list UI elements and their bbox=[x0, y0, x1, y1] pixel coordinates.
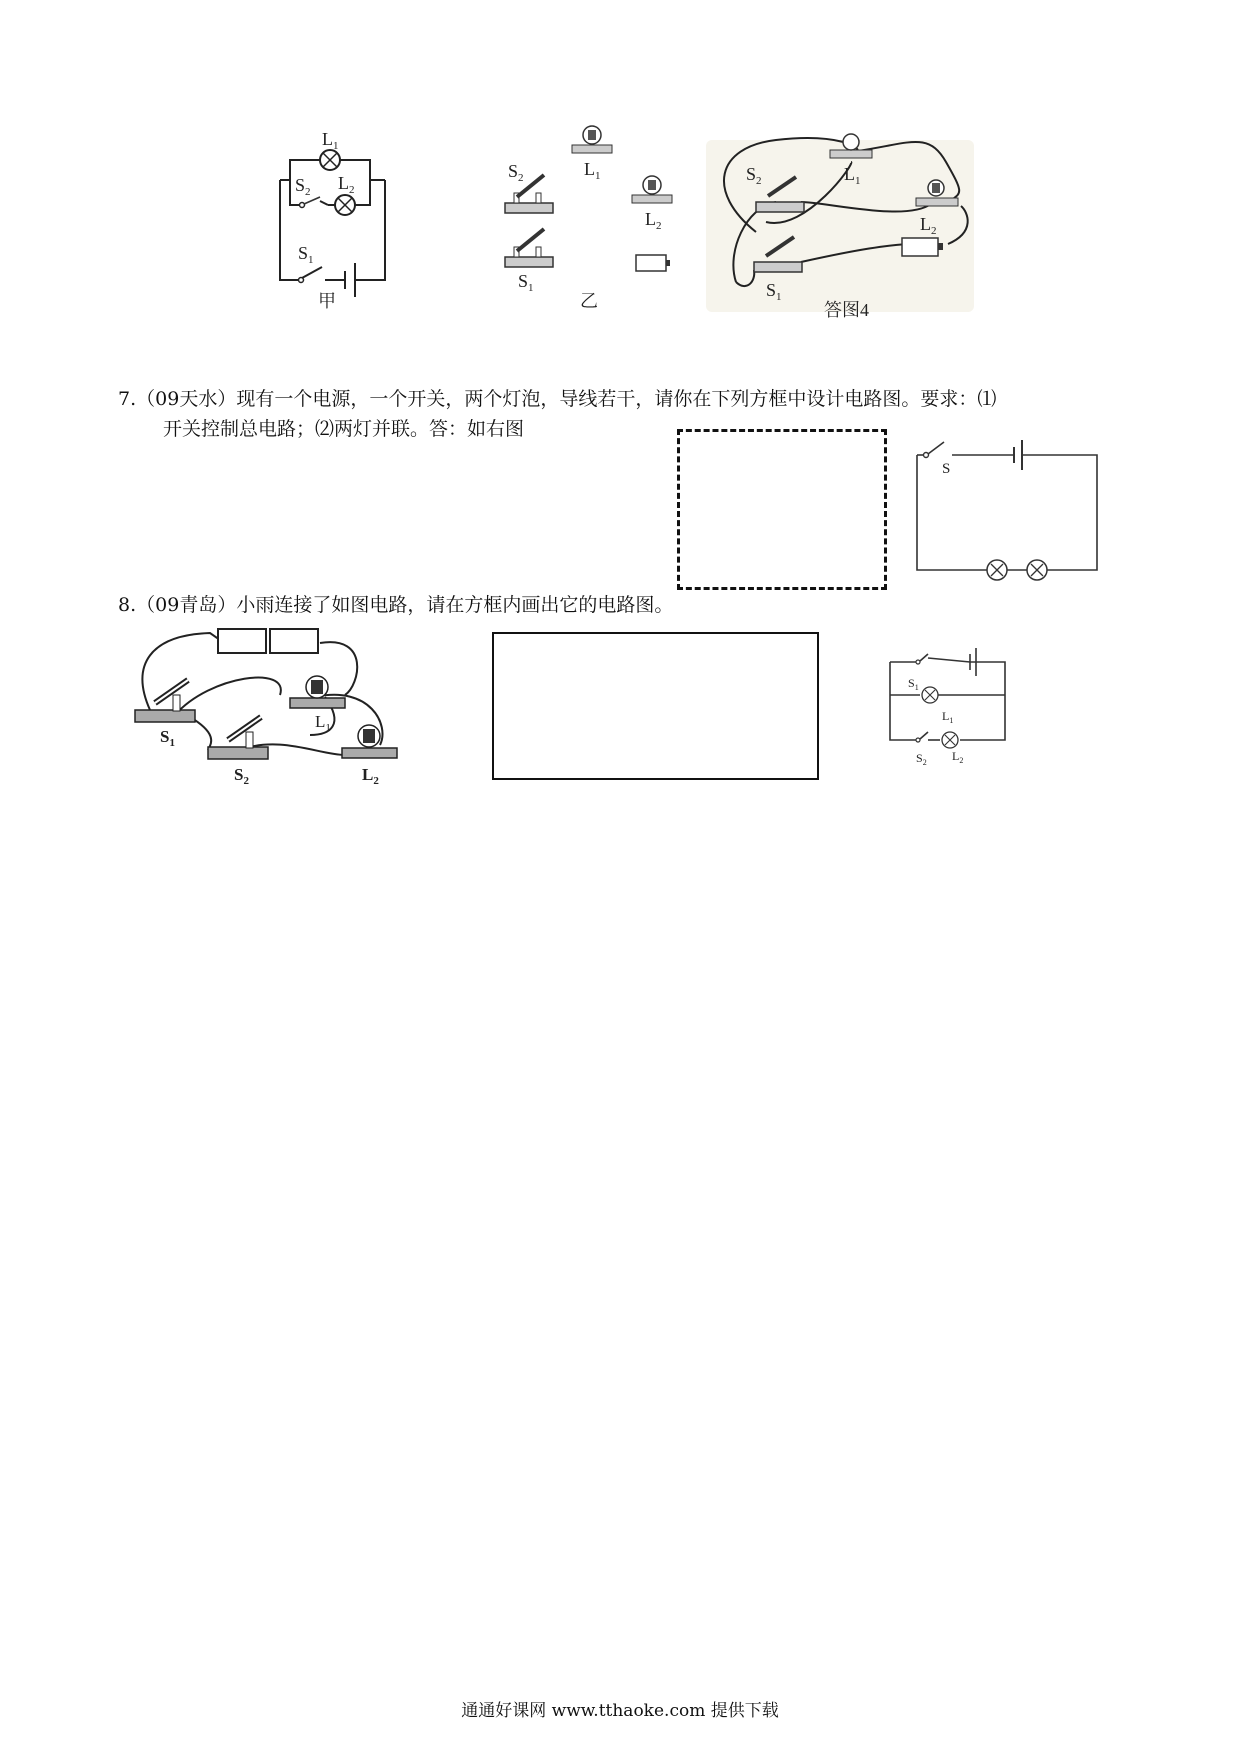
label-yi-L2: L bbox=[645, 209, 656, 229]
answer-partial-caption: 答图4 bbox=[824, 300, 869, 320]
svg-text:S2 bbox=[746, 164, 762, 187]
label-S1-sub: 1 bbox=[308, 254, 314, 266]
battery-device bbox=[636, 255, 670, 271]
q8-number: 8. bbox=[118, 594, 137, 616]
q8-photo-label-S2: S bbox=[234, 765, 244, 784]
q8-answer-label-S1-sub: 1 bbox=[914, 683, 919, 692]
answer-switch-S2 bbox=[756, 177, 804, 212]
answer-label-L1: L bbox=[844, 164, 855, 184]
q8-answer-lamp-L1 bbox=[922, 687, 938, 703]
q8-photo-label-S2-sub: 2 bbox=[243, 775, 249, 787]
svg-text:L1 bbox=[322, 129, 339, 152]
label-yi-S2-sub: 2 bbox=[518, 172, 524, 184]
figure-answer-wired bbox=[706, 132, 986, 320]
label-yi-L2-sub: 2 bbox=[656, 220, 662, 232]
q7-text-line1: （09天水）现有一个电源，一个开关，两个灯泡，导线若干，请你在下列方框中设计电路图。要求：⑴ bbox=[136, 388, 997, 410]
label-yi-S1: S bbox=[518, 271, 529, 291]
q8-answer-label-S2: S bbox=[916, 751, 923, 765]
q8-text: （09青岛）小雨连接了如图电路，请在方框内画出它的电路图。 bbox=[136, 594, 674, 616]
q8-photo-label-S1: S bbox=[160, 727, 170, 746]
q8-photo-label-L1-sub: 1 bbox=[325, 722, 331, 734]
q7-number: 7. bbox=[118, 388, 137, 410]
svg-text:S1 bbox=[298, 243, 314, 266]
lamp-L2-symbol bbox=[335, 195, 355, 215]
q8-answer-schematic bbox=[880, 640, 1020, 767]
switch-S1-device bbox=[505, 229, 553, 267]
label-yi-L1: L bbox=[584, 159, 595, 179]
q8-battery-2 bbox=[270, 629, 318, 653]
svg-text:S1 bbox=[908, 676, 919, 692]
svg-text:L2 bbox=[362, 765, 379, 787]
answer-label-S1-sub: 1 bbox=[776, 291, 782, 303]
q7-line1 bbox=[118, 384, 996, 414]
answer-battery bbox=[902, 238, 943, 256]
label-yi-S2: S bbox=[508, 161, 519, 181]
svg-text:L2 bbox=[920, 214, 937, 237]
q8-line bbox=[118, 590, 673, 620]
q7-answer-label-S: S bbox=[942, 461, 951, 477]
q8-switch-S2 bbox=[208, 717, 268, 759]
q8-photo-label-S1-sub: 1 bbox=[169, 737, 175, 749]
svg-text:S1 bbox=[160, 727, 175, 749]
svg-text:L2 bbox=[952, 749, 963, 765]
svg-text:L1 bbox=[844, 164, 861, 187]
svg-text:L1 bbox=[315, 712, 331, 734]
q8-battery-1 bbox=[218, 629, 266, 653]
svg-text:S2 bbox=[295, 175, 311, 198]
lamp-L1-device bbox=[572, 126, 612, 153]
q7-answer-lamp-2 bbox=[1027, 560, 1047, 580]
lamp-L1-symbol bbox=[320, 150, 340, 170]
svg-text:S2 bbox=[508, 161, 524, 184]
caption-jia: 甲 bbox=[318, 291, 336, 311]
answer-label-L2: L bbox=[920, 214, 931, 234]
answer-switch-S1 bbox=[754, 237, 802, 272]
q8-answer-label-S1: S bbox=[908, 676, 915, 690]
svg-text:L2 bbox=[338, 173, 355, 196]
answer-label-S1: S bbox=[766, 280, 777, 300]
q8-lamp-L2 bbox=[342, 725, 397, 758]
q8-photo-label-L1: L bbox=[315, 712, 326, 731]
q7-answer-schematic bbox=[912, 440, 1102, 580]
q8-wired-circuit bbox=[130, 625, 430, 785]
label-yi-S1-sub: 1 bbox=[528, 282, 534, 294]
q8-answer-lamp-L2 bbox=[942, 732, 958, 748]
svg-text:S2 bbox=[916, 751, 927, 767]
q7-answer-lamp-1 bbox=[987, 560, 1007, 580]
q8-answer-box[interactable] bbox=[492, 632, 819, 780]
q8-lamp-L1 bbox=[290, 676, 345, 708]
label-L2: L bbox=[338, 173, 349, 193]
answer-lamp-L2 bbox=[916, 180, 958, 206]
label-L2-sub: 2 bbox=[349, 184, 355, 196]
svg-text:S1 bbox=[518, 271, 534, 294]
label-L1-sub: 1 bbox=[333, 140, 339, 152]
q8-answer-label-L1: L bbox=[942, 709, 950, 723]
answer-label-L1-sub: 1 bbox=[855, 175, 861, 187]
label-S2: S bbox=[295, 175, 306, 195]
answer-label-S2-sub: 2 bbox=[756, 175, 762, 187]
figure-yi-components bbox=[500, 125, 690, 315]
svg-text:L1 bbox=[584, 159, 601, 182]
q7-dashed-answer-box[interactable] bbox=[677, 429, 887, 590]
q8-answer-label-L2-sub: 2 bbox=[959, 756, 964, 765]
lamp-L2-device bbox=[632, 176, 672, 203]
q8-answer-label-L1-sub: 1 bbox=[949, 716, 954, 725]
q7-text-line2: 开关控制总电路；⑵两灯并联。答：如右图 bbox=[163, 418, 525, 440]
label-S2-sub: 2 bbox=[305, 186, 311, 198]
q8-photo-label-L2-sub: 2 bbox=[373, 775, 379, 787]
q8-answer-label-S2-sub: 2 bbox=[922, 758, 927, 767]
figure-jia-schematic bbox=[270, 125, 450, 315]
label-L1: L bbox=[322, 129, 333, 149]
answer-label-L2-sub: 2 bbox=[931, 225, 937, 237]
svg-text:S1 bbox=[766, 280, 782, 303]
label-yi-L1-sub: 1 bbox=[595, 170, 601, 182]
svg-text:L1 bbox=[942, 709, 953, 725]
q8-switch-S1 bbox=[135, 680, 195, 722]
q8-photo-label-L2: L bbox=[362, 765, 374, 784]
svg-text:L2 bbox=[645, 209, 662, 232]
label-S1: S bbox=[298, 243, 309, 263]
q8-answer-label-L2: L bbox=[952, 749, 960, 763]
page-footer: 通通好课网 www.tthaoke.com 提供下载 bbox=[461, 1701, 779, 1721]
answer-label-S2: S bbox=[746, 164, 757, 184]
answer-lamp-L1 bbox=[830, 134, 872, 158]
caption-yi: 乙 bbox=[580, 291, 598, 311]
svg-text:S2 bbox=[234, 765, 249, 787]
